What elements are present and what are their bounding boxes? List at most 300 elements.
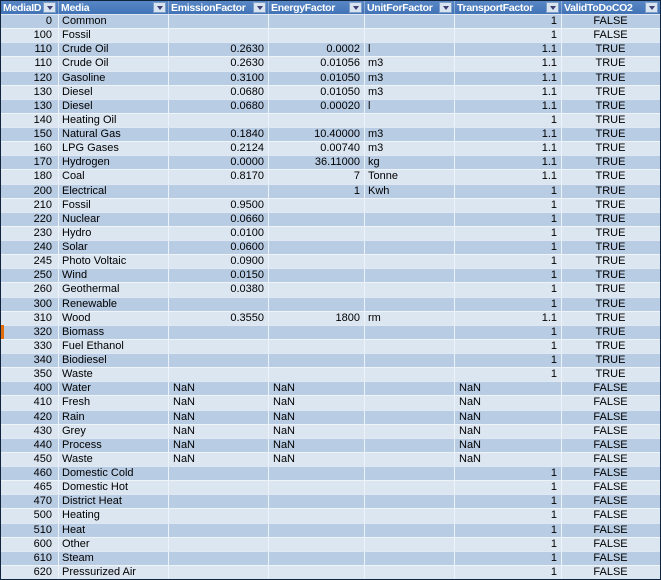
cell-unitforfactor[interactable] — [364, 269, 454, 282]
column-header-emissionfactor[interactable] — [168, 1, 268, 14]
cell-transportfactor[interactable]: 1 — [454, 269, 561, 282]
cell-validtodoco2[interactable]: TRUE — [561, 128, 660, 141]
cell-mediaid[interactable]: 320 — [33, 325, 52, 338]
cell-unitforfactor[interactable] — [364, 340, 454, 353]
filter-button-transportfactor[interactable] — [546, 2, 559, 13]
cell-transportfactor[interactable]: 1 — [454, 481, 561, 494]
cell-validtodoco2[interactable]: TRUE — [561, 199, 660, 212]
cell-emissionfactor[interactable]: 0.0600 — [168, 241, 268, 254]
cell-transportfactor[interactable]: 1.1 — [454, 142, 561, 155]
cell-mediaid[interactable]: 180 — [33, 170, 52, 183]
cell-media[interactable]: Natural Gas — [58, 128, 168, 141]
cell-mediaid[interactable]: 410 — [33, 396, 52, 409]
cell-validtodoco2[interactable]: TRUE — [561, 354, 660, 367]
cell-validtodoco2[interactable]: FALSE — [561, 495, 660, 508]
cell-energyfactor[interactable] — [268, 283, 364, 296]
cell-energyfactor[interactable]: 10.40000 — [268, 128, 364, 141]
cell-media[interactable]: Common — [58, 15, 168, 28]
cell-unitforfactor[interactable] — [364, 425, 454, 438]
cell-transportfactor[interactable]: 1.1 — [454, 86, 561, 99]
cell-mediaid[interactable]: 330 — [33, 339, 52, 352]
cell-unitforfactor[interactable] — [364, 566, 454, 579]
cell-validtodoco2[interactable]: FALSE — [561, 552, 660, 565]
cell-emissionfactor[interactable]: 0.9500 — [168, 199, 268, 212]
cell-emissionfactor[interactable] — [168, 326, 268, 339]
cell-transportfactor[interactable]: 1 — [454, 15, 561, 28]
cell-unitforfactor[interactable] — [364, 552, 454, 565]
cell-validtodoco2[interactable]: FALSE — [561, 15, 660, 28]
cell-mediaid[interactable]: 510 — [33, 523, 52, 536]
cell-transportfactor[interactable]: 1 — [454, 495, 561, 508]
cell-emissionfactor[interactable]: NaN — [168, 382, 268, 395]
cell-media[interactable]: Biodiesel — [58, 354, 168, 367]
cell-unitforfactor[interactable] — [364, 439, 454, 452]
filter-dropdown-arrow-icon — [443, 6, 449, 10]
cell-unitforfactor[interactable] — [364, 411, 454, 424]
cell-unitforfactor[interactable]: m3 — [364, 142, 454, 155]
cell-validtodoco2[interactable]: FALSE — [561, 566, 660, 579]
cell-transportfactor[interactable]: 1 — [454, 566, 561, 579]
cell-validtodoco2[interactable]: FALSE — [561, 396, 660, 409]
cell-unitforfactor[interactable] — [364, 467, 454, 480]
cell-transportfactor[interactable]: 1 — [454, 227, 561, 240]
cell-validtodoco2[interactable]: TRUE — [561, 283, 660, 296]
cell-unitforfactor[interactable] — [364, 509, 454, 522]
cell-energyfactor[interactable] — [268, 326, 364, 339]
cell-energyfactor[interactable]: 1800 — [268, 312, 364, 325]
cell-media[interactable]: Process — [58, 439, 168, 452]
cell-energyfactor[interactable]: NaN — [268, 396, 364, 409]
cell-emissionfactor[interactable]: 0.0380 — [168, 283, 268, 296]
cell-media[interactable]: Hydro — [58, 227, 168, 240]
cell-mediaid[interactable]: 620 — [33, 565, 52, 578]
cell-unitforfactor[interactable]: m3 — [364, 57, 454, 70]
cell-mediaid[interactable]: 600 — [33, 537, 52, 550]
cell-unitforfactor[interactable] — [364, 481, 454, 494]
cell-mediaid[interactable]: 460 — [33, 467, 52, 479]
cell-mediaid[interactable]: 210 — [33, 198, 52, 211]
cell-media[interactable]: Fresh — [58, 396, 168, 409]
cell-transportfactor[interactable]: 1 — [454, 368, 561, 381]
cell-emissionfactor[interactable]: 0.3100 — [168, 72, 268, 85]
cell-validtodoco2[interactable]: FALSE — [561, 524, 660, 537]
cell-energyfactor[interactable] — [268, 538, 364, 551]
cell-mediaid[interactable]: 350 — [33, 368, 52, 381]
cell-energyfactor[interactable] — [268, 524, 364, 537]
cell-validtodoco2[interactable]: FALSE — [561, 453, 660, 466]
cell-validtodoco2[interactable]: TRUE — [561, 227, 660, 240]
cell-energyfactor[interactable] — [268, 481, 364, 494]
cell-mediaid[interactable]: 230 — [33, 226, 52, 239]
cell-energyfactor[interactable] — [268, 241, 364, 254]
cell-energyfactor[interactable] — [268, 227, 364, 240]
cell-media[interactable]: Fuel Ethanol — [58, 340, 168, 353]
cell-mediaid[interactable]: 465 — [33, 481, 52, 494]
cell-unitforfactor[interactable] — [364, 326, 454, 339]
cell-validtodoco2[interactable]: TRUE — [561, 43, 660, 56]
cell-transportfactor[interactable]: 1 — [454, 199, 561, 212]
cell-energyfactor[interactable]: 0.0002 — [268, 43, 364, 56]
cell-mediaid[interactable]: 420 — [33, 410, 52, 423]
cell-transportfactor[interactable]: 1 — [454, 326, 561, 339]
cell-transportfactor[interactable]: 1 — [454, 340, 561, 353]
cell-transportfactor[interactable]: 1 — [454, 467, 561, 480]
table-row — [1, 127, 660, 141]
cell-unitforfactor[interactable] — [364, 29, 454, 42]
cell-energyfactor[interactable]: NaN — [268, 425, 364, 438]
cell-media[interactable]: Biomass — [58, 326, 168, 339]
cell-validtodoco2[interactable]: FALSE — [561, 29, 660, 42]
cell-mediaid[interactable]: 250 — [33, 269, 52, 282]
cell-media[interactable]: Fossil — [58, 29, 168, 42]
cell-transportfactor[interactable]: 1.1 — [454, 57, 561, 70]
column-header-transportfactor[interactable] — [454, 1, 561, 14]
cell-transportfactor[interactable]: 1.1 — [454, 170, 561, 183]
cell-emissionfactor[interactable]: NaN — [168, 453, 268, 466]
cell-emissionfactor[interactable] — [168, 538, 268, 551]
cell-transportfactor[interactable]: 1 — [454, 354, 561, 367]
cell-energyfactor[interactable]: 0.01050 — [268, 86, 364, 99]
filter-button-energyfactor[interactable] — [349, 2, 362, 13]
cell-energyfactor[interactable] — [268, 213, 364, 226]
filter-button-validtodoco2[interactable] — [645, 2, 658, 13]
column-header-energyfactor[interactable] — [268, 1, 364, 14]
cell-energyfactor[interactable] — [268, 509, 364, 522]
cell-unitforfactor[interactable] — [364, 227, 454, 240]
cell-transportfactor[interactable]: NaN — [454, 439, 561, 452]
cell-media[interactable]: Electrical — [58, 185, 168, 198]
cell-emissionfactor[interactable]: 0.0150 — [168, 269, 268, 282]
cell-emissionfactor[interactable]: 0.2630 — [168, 43, 268, 56]
cell-energyfactor[interactable] — [268, 114, 364, 127]
cell-transportfactor[interactable]: 1.1 — [454, 72, 561, 85]
cell-validtodoco2[interactable]: TRUE — [561, 255, 660, 268]
cell-unitforfactor[interactable] — [364, 368, 454, 381]
cell-emissionfactor[interactable] — [168, 524, 268, 537]
cell-emissionfactor[interactable] — [168, 509, 268, 522]
cell-emissionfactor[interactable]: NaN — [168, 396, 268, 409]
cell-media[interactable]: Crude Oil — [58, 43, 168, 56]
cell-media[interactable]: Wind — [58, 269, 168, 282]
cell-unitforfactor[interactable]: m3 — [364, 72, 454, 85]
cell-energyfactor[interactable] — [268, 340, 364, 353]
cell-validtodoco2[interactable]: TRUE — [561, 368, 660, 381]
cell-validtodoco2[interactable]: TRUE — [561, 185, 660, 198]
cell-unitforfactor[interactable]: l — [364, 43, 454, 56]
cell-emissionfactor[interactable]: 0.3550 — [168, 312, 268, 325]
cell-transportfactor[interactable]: NaN — [454, 396, 561, 409]
cell-media[interactable]: Other — [58, 538, 168, 551]
cell-unitforfactor[interactable] — [364, 396, 454, 409]
cell-media[interactable]: Hydrogen — [58, 156, 168, 169]
cell-emissionfactor[interactable]: 0.0680 — [168, 100, 268, 113]
cell-emissionfactor[interactable]: 0.2630 — [168, 57, 268, 70]
cell-transportfactor[interactable]: 1.1 — [454, 156, 561, 169]
cell-energyfactor[interactable]: NaN — [268, 382, 364, 395]
cell-emissionfactor[interactable] — [168, 114, 268, 127]
cell-transportfactor[interactable]: 1 — [454, 213, 561, 226]
cell-validtodoco2[interactable]: TRUE — [561, 57, 660, 70]
cell-validtodoco2[interactable]: FALSE — [561, 481, 660, 494]
cell-energyfactor[interactable] — [268, 255, 364, 268]
cell-emissionfactor[interactable] — [168, 566, 268, 579]
cell-media[interactable]: Rain — [58, 411, 168, 424]
cell-validtodoco2[interactable]: TRUE — [561, 298, 660, 311]
cell-energyfactor[interactable] — [268, 298, 364, 311]
cell-unitforfactor[interactable] — [364, 495, 454, 508]
cell-mediaid[interactable]: 610 — [33, 551, 52, 564]
cell-mediaid[interactable]: 240 — [33, 241, 52, 253]
cell-unitforfactor[interactable]: Kwh — [364, 185, 454, 198]
cell-media[interactable]: Geothermal — [58, 283, 168, 296]
cell-energyfactor[interactable]: NaN — [268, 411, 364, 424]
cell-media[interactable]: Heating — [58, 509, 168, 522]
cell-emissionfactor[interactable] — [168, 495, 268, 508]
cell-unitforfactor[interactable] — [364, 524, 454, 537]
filter-button-mediaid[interactable] — [43, 2, 56, 13]
cell-transportfactor[interactable]: 1 — [454, 509, 561, 522]
cell-unitforfactor[interactable] — [364, 298, 454, 311]
cell-media[interactable]: Pressurized Air — [58, 566, 168, 579]
cell-mediaid[interactable]: 310 — [33, 311, 52, 324]
cell-energyfactor[interactable]: 1 — [268, 185, 364, 198]
cell-media[interactable]: Water — [58, 382, 168, 395]
table-row — [1, 438, 660, 452]
cell-unitforfactor[interactable] — [364, 538, 454, 551]
cell-emissionfactor[interactable] — [168, 467, 268, 480]
cell-mediaid[interactable]: 340 — [33, 354, 52, 366]
cell-transportfactor[interactable]: 1 — [454, 114, 561, 127]
cell-emissionfactor[interactable] — [168, 15, 268, 28]
cell-media[interactable]: Domestic Hot — [58, 481, 168, 494]
cell-media[interactable]: Diesel — [58, 100, 168, 113]
cell-validtodoco2[interactable]: TRUE — [561, 326, 660, 339]
cell-unitforfactor[interactable] — [364, 354, 454, 367]
cell-emissionfactor[interactable] — [168, 552, 268, 565]
cell-emissionfactor[interactable] — [168, 340, 268, 353]
cell-mediaid[interactable]: 245 — [33, 255, 52, 268]
cell-emissionfactor[interactable] — [168, 368, 268, 381]
cell-media[interactable]: Renewable — [58, 298, 168, 311]
cell-emissionfactor[interactable] — [168, 354, 268, 367]
cell-media[interactable]: Nuclear — [58, 213, 168, 226]
column-header-media[interactable] — [58, 1, 168, 14]
cell-unitforfactor[interactable] — [364, 199, 454, 212]
cell-emissionfactor[interactable]: NaN — [168, 425, 268, 438]
cell-unitforfactor[interactable] — [364, 453, 454, 466]
cell-media[interactable]: Fossil — [58, 199, 168, 212]
cell-energyfactor[interactable] — [268, 199, 364, 212]
cell-emissionfactor[interactable]: 0.0680 — [168, 86, 268, 99]
cell-media[interactable]: Heat — [58, 524, 168, 537]
cell-transportfactor[interactable]: 1 — [454, 185, 561, 198]
cell-media[interactable]: Wood — [58, 312, 168, 325]
cell-media[interactable]: District Heat — [58, 495, 168, 508]
cell-mediaid[interactable]: 260 — [33, 283, 52, 296]
cell-emissionfactor[interactable]: 0.0900 — [168, 255, 268, 268]
cell-energyfactor[interactable] — [268, 29, 364, 42]
cell-energyfactor[interactable]: 36.11000 — [268, 156, 364, 169]
cell-mediaid[interactable]: 130 — [33, 85, 52, 98]
cell-unitforfactor[interactable] — [364, 213, 454, 226]
cell-validtodoco2[interactable]: TRUE — [561, 100, 660, 113]
cell-transportfactor[interactable]: 1.1 — [454, 128, 561, 141]
cell-unitforfactor[interactable] — [364, 241, 454, 254]
cell-unitforfactor[interactable] — [364, 15, 454, 28]
cell-validtodoco2[interactable]: TRUE — [561, 156, 660, 169]
cell-validtodoco2[interactable]: FALSE — [561, 425, 660, 438]
cell-energyfactor[interactable] — [268, 552, 364, 565]
cell-validtodoco2[interactable]: FALSE — [561, 382, 660, 395]
cell-energyfactor[interactable] — [268, 269, 364, 282]
cell-media[interactable]: Diesel — [58, 86, 168, 99]
column-header-validtodoco2[interactable] — [561, 1, 660, 14]
cell-transportfactor[interactable]: 1.1 — [454, 312, 561, 325]
cell-energyfactor[interactable]: 0.01056 — [268, 57, 364, 70]
cell-transportfactor[interactable]: NaN — [454, 425, 561, 438]
cell-energyfactor[interactable] — [268, 467, 364, 480]
cell-validtodoco2[interactable]: TRUE — [561, 142, 660, 155]
cell-mediaid[interactable]: 130 — [33, 99, 52, 112]
cell-transportfactor[interactable]: NaN — [454, 453, 561, 466]
filter-button-unitforfactor[interactable] — [439, 2, 452, 13]
cell-unitforfactor[interactable] — [364, 283, 454, 296]
cell-media[interactable]: Solar — [58, 241, 168, 254]
cell-validtodoco2[interactable]: FALSE — [561, 439, 660, 452]
cell-emissionfactor[interactable] — [168, 481, 268, 494]
cell-media[interactable]: Photo Voltaic — [58, 255, 168, 268]
cell-unitforfactor[interactable]: Tonne — [364, 170, 454, 183]
cell-transportfactor[interactable]: 1 — [454, 29, 561, 42]
cell-media[interactable]: Steam — [58, 552, 168, 565]
cell-transportfactor[interactable]: 1 — [454, 524, 561, 537]
cell-transportfactor[interactable]: 1 — [454, 283, 561, 296]
cell-validtodoco2[interactable]: TRUE — [561, 340, 660, 353]
cell-unitforfactor[interactable]: l — [364, 100, 454, 113]
cell-mediaid[interactable]: 110 — [34, 57, 52, 70]
cell-emissionfactor[interactable]: 0.0660 — [168, 213, 268, 226]
cell-mediaid[interactable]: 220 — [33, 212, 52, 225]
cell-transportfactor[interactable]: 1 — [454, 241, 561, 254]
cell-mediaid[interactable]: 160 — [33, 142, 52, 155]
cell-media[interactable]: Heating Oil — [58, 114, 168, 127]
cell-media[interactable]: Waste — [58, 368, 168, 381]
filter-dropdown-arrow-icon — [550, 6, 556, 10]
cell-validtodoco2[interactable]: TRUE — [561, 269, 660, 282]
cell-validtodoco2[interactable]: TRUE — [561, 72, 660, 85]
cell-mediaid[interactable]: 120 — [33, 71, 52, 84]
cell-transportfactor[interactable]: 1 — [454, 552, 561, 565]
cell-mediaid[interactable]: 0 — [45, 15, 52, 27]
cell-media[interactable]: Gasoline — [58, 72, 168, 85]
cell-emissionfactor[interactable]: 0.1840 — [168, 128, 268, 141]
cell-energyfactor[interactable] — [268, 566, 364, 579]
cell-validtodoco2[interactable]: FALSE — [561, 411, 660, 424]
cell-energyfactor[interactable]: 7 — [268, 170, 364, 183]
cell-energyfactor[interactable] — [268, 354, 364, 367]
filter-button-media[interactable] — [153, 2, 166, 13]
cell-validtodoco2[interactable]: TRUE — [561, 86, 660, 99]
cell-validtodoco2[interactable]: TRUE — [561, 312, 660, 325]
cell-transportfactor[interactable]: 1 — [454, 298, 561, 311]
cell-emissionfactor[interactable]: NaN — [168, 439, 268, 452]
cell-validtodoco2[interactable]: TRUE — [561, 170, 660, 183]
cell-energyfactor[interactable]: NaN — [268, 453, 364, 466]
cell-energyfactor[interactable]: 0.00740 — [268, 142, 364, 155]
table-row — [1, 297, 660, 311]
cell-unitforfactor[interactable]: kg — [364, 156, 454, 169]
cell-mediaid[interactable]: 430 — [33, 424, 52, 437]
cell-transportfactor[interactable]: NaN — [454, 382, 561, 395]
cell-unitforfactor[interactable]: rm — [364, 312, 454, 325]
cell-unitforfactor[interactable] — [364, 114, 454, 127]
cell-media[interactable]: Grey — [58, 425, 168, 438]
cell-transportfactor[interactable]: 1.1 — [454, 43, 561, 56]
cell-validtodoco2[interactable]: TRUE — [561, 114, 660, 127]
cell-validtodoco2[interactable]: TRUE — [561, 213, 660, 226]
cell-emissionfactor[interactable]: 0.2124 — [168, 142, 268, 155]
cell-unitforfactor[interactable] — [364, 255, 454, 268]
cell-unitforfactor[interactable]: m3 — [364, 86, 454, 99]
cell-mediaid[interactable]: 500 — [33, 509, 52, 522]
cell-mediaid[interactable]: 170 — [33, 156, 52, 169]
column-header-unitforfactor[interactable] — [364, 1, 454, 14]
cell-mediaid[interactable]: 150 — [33, 128, 52, 140]
cell-media[interactable]: Waste — [58, 453, 168, 466]
cell-energyfactor[interactable]: 0.01050 — [268, 72, 364, 85]
filter-button-emissionfactor[interactable] — [253, 2, 266, 13]
cell-energyfactor[interactable] — [268, 368, 364, 381]
cell-emissionfactor[interactable]: 0.0000 — [168, 156, 268, 169]
column-header-mediaid[interactable] — [1, 1, 58, 14]
cell-emissionfactor[interactable] — [168, 298, 268, 311]
cell-validtodoco2[interactable]: TRUE — [561, 241, 660, 254]
table-header-row — [1, 1, 660, 14]
cell-media[interactable]: Domestic Cold — [58, 467, 168, 480]
cell-emissionfactor[interactable]: 0.8170 — [168, 170, 268, 183]
cell-transportfactor[interactable]: NaN — [454, 411, 561, 424]
cell-energyfactor[interactable] — [268, 15, 364, 28]
cell-unitforfactor[interactable]: m3 — [364, 128, 454, 141]
cell-mediaid[interactable]: 470 — [33, 495, 52, 508]
cell-unitforfactor[interactable] — [364, 382, 454, 395]
cell-energyfactor[interactable]: NaN — [268, 439, 364, 452]
cell-emissionfactor[interactable] — [168, 185, 268, 198]
cell-mediaid[interactable]: 110 — [34, 43, 52, 56]
cell-validtodoco2[interactable]: FALSE — [561, 509, 660, 522]
cell-media[interactable]: Coal — [58, 170, 168, 183]
cell-transportfactor[interactable]: 1.1 — [454, 100, 561, 113]
cell-mediaid[interactable]: 100 — [33, 29, 52, 42]
cell-media[interactable]: Crude Oil — [58, 57, 168, 70]
cell-energyfactor[interactable] — [268, 495, 364, 508]
cell-mediaid[interactable]: 450 — [33, 452, 52, 465]
cell-media[interactable]: LPG Gases — [58, 142, 168, 155]
cell-emissionfactor[interactable]: NaN — [168, 411, 268, 424]
cell-mediaid[interactable]: 140 — [33, 113, 52, 126]
cell-mediaid[interactable]: 400 — [33, 382, 52, 395]
cell-emissionfactor[interactable]: 0.0100 — [168, 227, 268, 240]
cell-transportfactor[interactable]: 1 — [454, 255, 561, 268]
cell-validtodoco2[interactable]: FALSE — [561, 467, 660, 480]
cell-energyfactor[interactable]: 0.00020 — [268, 100, 364, 113]
cell-emissionfactor[interactable] — [168, 29, 268, 42]
cell-transportfactor[interactable]: 1 — [454, 538, 561, 551]
cell-mediaid[interactable]: 200 — [33, 184, 52, 197]
cell-mediaid[interactable]: 440 — [33, 438, 52, 451]
cell-mediaid[interactable]: 300 — [33, 297, 52, 310]
cell-validtodoco2[interactable]: FALSE — [561, 538, 660, 551]
